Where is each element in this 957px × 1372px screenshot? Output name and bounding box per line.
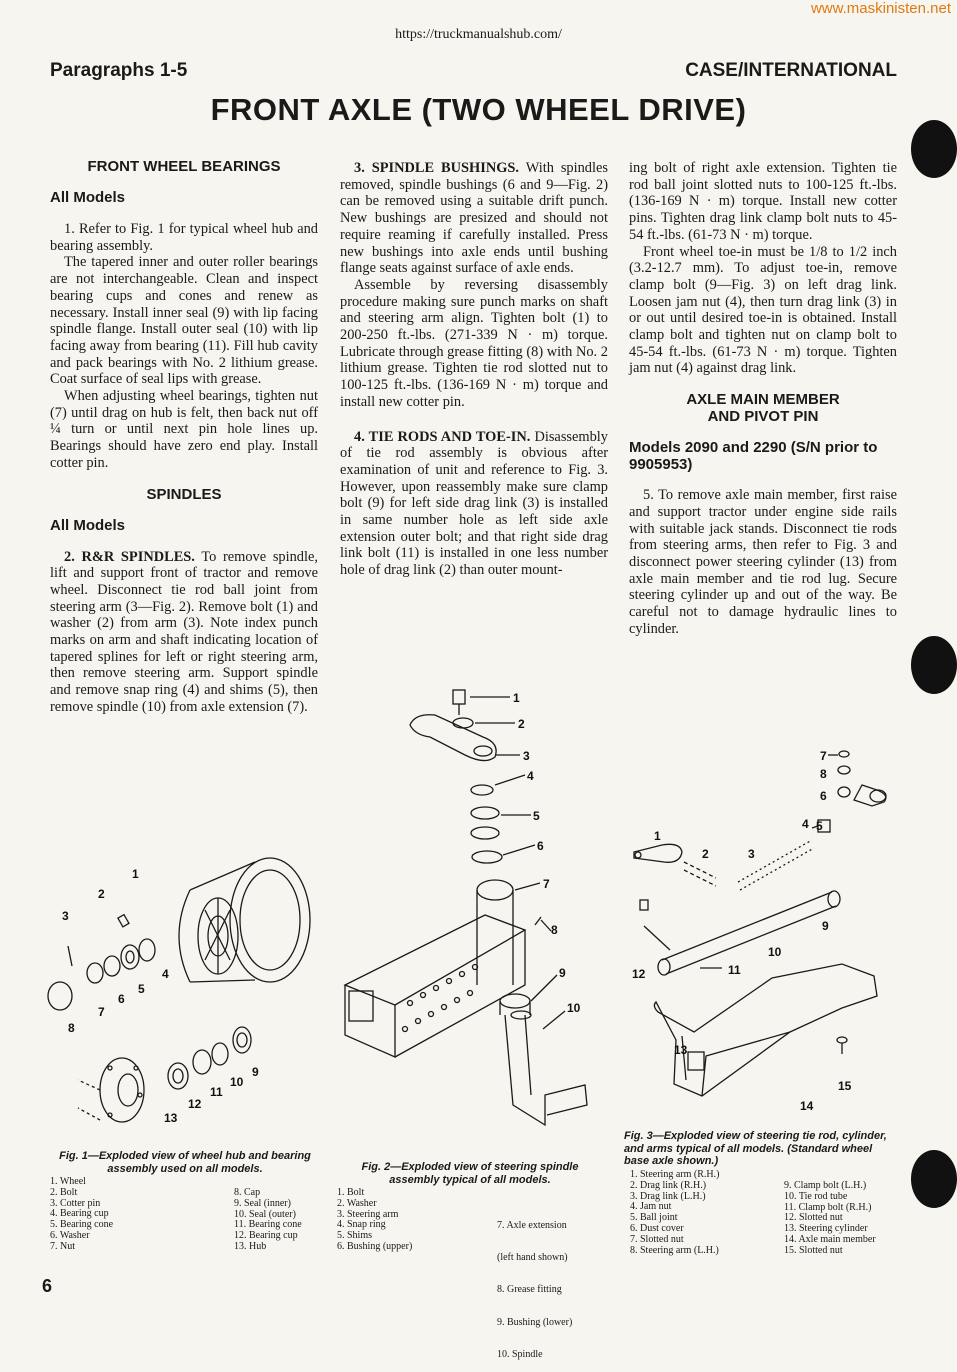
fig3-label-5: 5 xyxy=(816,819,823,833)
legend-item: 9. Seal (inner) xyxy=(234,1197,291,1209)
legend-item: 12. Bearing cup xyxy=(234,1230,298,1242)
paragraph-body: To remove spindle, lift and support front of tractor and remove wheel. Disconnect tie rod ball joint from steering arm (3—Fig. 2). Remove bolt (1) and washer (2) from arm (3). Note index punch marks on arm and shaft indicating location of tapered splines for left or right steering arm, then remove steering arm. Support spindle and remove snap ring (4) and shims (5), then remove spindle (10) from axle extension (7). xyxy=(50,548,318,715)
paragraph-remove-axle: 5. To remove axle main member, first raise and support tractor under engine side rails with suitable jack stands. Disconnect tie rods from steering arms, then refer to Fig. 3 and disconnect power steering cylinder (13) from axle main member and tie rod lug. Secure steering cylinder up and out of the way. Be careful not to damage hydraulic lines to cylinder. xyxy=(629,487,897,637)
legend-item: 12. Slotted nut xyxy=(784,1212,843,1224)
legend-item: 13. Hub xyxy=(234,1240,267,1252)
legend-item: 7. Nut xyxy=(50,1240,75,1252)
fig3-label-6: 6 xyxy=(820,789,827,803)
legend-item: 10. Seal (outer) xyxy=(234,1208,296,1220)
fig3-label-10: 10 xyxy=(768,945,782,959)
fig2-label-1: 1 xyxy=(513,691,520,705)
fig3-label-1: 1 xyxy=(654,829,661,843)
paragraph-tie-rods xyxy=(340,429,608,579)
binder-hole-bottom xyxy=(911,1150,957,1208)
paragraph-1: 1. Refer to Fig. 1 for typical wheel hub and bearing assembly. xyxy=(50,221,318,254)
legend-item: 15. Slotted nut xyxy=(784,1244,843,1256)
fig3-legend-right xyxy=(784,1181,896,1257)
legend-item: 5. Shims xyxy=(337,1230,373,1242)
legend-item: 8. Cap xyxy=(234,1187,261,1198)
paragraph-bearings: The tapered inner and outer roller bearings are not interchangeable. Clean and inspect bearing cups and cones and renew as necessary. Install inner seal (9) with lip facing spindle flange. Install outer seal (10) with lip facing away from bearing (11). Fill hub cavity and pack bearings with No. 2 lithium grease. Coat surface of seal lips with grease. xyxy=(50,254,318,388)
legend-item: 4. Snap ring xyxy=(337,1219,386,1231)
paragraph-adjusting: When adjusting wheel bearings, tighten nut (7) until drag on hub is felt, then back nut off ¼ turn or until next pin hole lines up. Bearings should have zero end play. Install cotter pin. xyxy=(50,388,318,471)
legend-item: 6. Bushing (upper) xyxy=(337,1240,413,1252)
wheel-rim-drawing xyxy=(179,858,310,982)
fig2-label-9: 9 xyxy=(559,966,566,980)
fig1-caption: Fig. 1—Exploded view of wheel hub and bearing assembly used on all models. xyxy=(59,1150,311,1175)
fig1-label-5: 5 xyxy=(138,982,145,996)
fig2-legend-right xyxy=(497,1199,607,1372)
page-title: FRONT AXLE (TWO WHEEL DRIVE) xyxy=(210,92,747,127)
legend-item: 5. Bearing cone xyxy=(50,1219,114,1231)
fig2-label-7: 7 xyxy=(543,877,550,891)
fig2-label-4: 4 xyxy=(527,769,534,783)
legend-item: (left hand shown) xyxy=(497,1251,568,1263)
fig2-label-3: 3 xyxy=(523,749,530,763)
legend-item: 7. Slotted nut xyxy=(630,1233,684,1245)
fig2-caption: Fig. 2—Exploded view of steering spindle assembly typical of all models. xyxy=(361,1161,579,1186)
watermark: www.maskinisten.net xyxy=(810,0,951,17)
legend-item: 3. Drag link (L.H.) xyxy=(630,1190,706,1202)
paragraph-continued: ing bolt of right axle extension. Tighten tie rod ball joint slotted nuts to 100-125 ft.-lbs. (136-169 N · m) torque. Install new cotter pins. Tighten drag link clamp bolt nuts to 45-54 ft.-lbs. (61-73 N · m) torque. xyxy=(629,160,897,243)
fig1-label-3: 3 xyxy=(62,909,69,923)
fig3-label-2: 2 xyxy=(702,847,709,861)
legend-item: 11. Clamp bolt (R.H.) xyxy=(784,1201,872,1213)
legend-item: 4. Bearing cup xyxy=(50,1208,109,1220)
legend-item: 3. Steering arm xyxy=(337,1208,399,1220)
legend-item: 2. Washer xyxy=(337,1197,377,1209)
paragraph-spindle-bushings xyxy=(340,160,608,277)
fig2-label-8: 8 xyxy=(551,923,558,937)
steering-spindle-drawing xyxy=(345,690,587,1125)
paragraph-lead: 4. TIE RODS AND TOE-IN. xyxy=(354,428,531,445)
legend-item: 2. Bolt xyxy=(50,1186,78,1198)
paragraph-rr-spindles xyxy=(50,549,318,716)
legend-item: 11. Bearing cone xyxy=(234,1219,302,1231)
fig1-label-13: 13 xyxy=(164,1111,178,1125)
fig1-label-12: 12 xyxy=(188,1097,202,1111)
fig1-label-11: 11 xyxy=(210,1085,223,1099)
hub-drawing xyxy=(78,1027,251,1122)
paragraph-body: With spindles removed, spindle bushings (6 and 9—Fig. 2) can be removed using a suitable drift punch. New bushings are presized and should not require reaming if carefully installed. Press new bushings into axle ends until bushing flange seats against surface of axle ends. xyxy=(340,160,608,277)
heading-front-wheel-bearings: FRONT WHEEL BEARINGS xyxy=(87,158,281,175)
binder-hole-middle xyxy=(911,636,957,694)
source-url: https://truckmanualshub.com/ xyxy=(395,27,562,42)
fig1-label-8: 8 xyxy=(68,1021,75,1035)
paragraph-toe-in: Front wheel toe-in must be 1/8 to 1/2 inch (3.2-12.7 mm). To adjust toe-in, remove clamp bolt (9—Fig. 3) on left drag link. Loosen jam nut (4), then turn drag link (3) in or out until desired toe-in is obtained. Install clamp bolt and tighten nut on clamp bolt to 45-54 ft.-lbs. (61-73 N · m) torque. Tighten jam nut (4) against drag link. xyxy=(629,243,897,377)
fig3-label-7: 7 xyxy=(820,749,827,763)
column-1 xyxy=(50,158,318,716)
fig1-label-6: 6 xyxy=(118,992,125,1006)
fig1-label-9: 9 xyxy=(252,1065,259,1079)
paragraph-lead: 3. SPINDLE BUSHINGS. xyxy=(354,160,520,176)
paragraph-assemble: Assemble by reversing disassembly procedure making sure punch marks on shaft and steering arm align. Tighten bolt (1) to 200-250 ft.-lbs. (271-339 N · m) torque. Lubricate through grease fitting (8) with No. 2 lithium grease. Tighten tie rod slotted nut to 100-125 ft.-lbs. (136-169 N · m) torque and install new cotter pin. xyxy=(340,276,608,410)
legend-item: 6. Dust cover xyxy=(630,1222,684,1234)
legend-item: 14. Axle main member xyxy=(784,1233,876,1245)
legend-item: 7. Axle extension xyxy=(497,1219,567,1231)
heading-models-2090-2290: Models 2090 and 2290 (S/N prior to 9905953) xyxy=(629,439,878,474)
page-number: 6 xyxy=(42,1276,53,1296)
fig1-label-7: 7 xyxy=(98,1005,105,1019)
fig1-label-10: 10 xyxy=(230,1075,244,1089)
fig1-label-1: 1 xyxy=(132,867,139,881)
column-2 xyxy=(340,160,608,579)
fig2-label-10: 10 xyxy=(567,1001,581,1015)
legend-item: 2. Drag link (R.H.) xyxy=(630,1179,707,1191)
fig3-label-9: 9 xyxy=(822,919,829,933)
legend-item: 8. Grease fitting xyxy=(497,1284,562,1296)
legend-item: 6. Washer xyxy=(50,1229,90,1241)
legend-item: 4. Jam nut xyxy=(630,1201,672,1213)
legend-item: 8. Steering arm (L.H.) xyxy=(630,1244,719,1256)
heading-all-models: All Models xyxy=(50,189,126,206)
legend-item: 10. Tie rod tube xyxy=(784,1190,848,1202)
fig1-legend-left xyxy=(50,1177,190,1253)
fig1-label-2: 2 xyxy=(98,887,105,901)
fig3-label-15: 15 xyxy=(838,1079,852,1093)
header-paragraphs: Paragraphs 1-5 xyxy=(50,60,188,81)
header-manufacturer: CASE/INTERNATIONAL xyxy=(685,60,897,81)
legend-item: 10. Spindle xyxy=(497,1349,543,1361)
fig3-label-12: 12 xyxy=(632,967,646,981)
fig3-label-4: 4 xyxy=(802,817,809,831)
paragraph-lead: 2. R&R SPINDLES. xyxy=(64,548,195,565)
heading-spindles: SPINDLES xyxy=(146,485,222,503)
fig3-caption: Fig. 3—Exploded view of steering tie rod, cylinder, and arms typical of all models. (Standard wheel base axle shown.) xyxy=(624,1130,887,1167)
legend-item: 1. Steering arm (R.H.) xyxy=(630,1169,720,1180)
fig3-drawing xyxy=(622,740,897,1125)
legend-item: 9. Clamp bolt (L.H.) xyxy=(784,1180,867,1191)
fig2-label-6: 6 xyxy=(537,839,544,853)
paragraph-body: Disassembly of tie rod assembly is obvious after examination of unit and reference to Fig. 3. However, upon reassembly make sure clamp bolt (9) for left side drag link (3) is installed in same number hole as left side axle extension outer bolt; and that right side drag link bolt (11) is installed in one less number hole of drag link (2) than outer mount- xyxy=(340,428,608,579)
fig2-label-2: 2 xyxy=(518,717,525,731)
heading-pivot-pin: AND PIVOT PIN xyxy=(707,408,819,426)
column-3 xyxy=(629,160,897,637)
fig2-legend-left xyxy=(337,1188,487,1253)
fig3-label-11: 11 xyxy=(728,963,741,977)
heading-all-models-2: All Models xyxy=(50,516,126,534)
tie-rod-drawing xyxy=(634,751,886,1096)
fig3-label-13: 13 xyxy=(674,1043,688,1057)
fig3-label-14: 14 xyxy=(800,1099,814,1113)
legend-item: 1. Bolt xyxy=(337,1187,365,1198)
legend-item: 9. Bushing (lower) xyxy=(497,1316,573,1328)
fig1-legend-right xyxy=(234,1188,334,1253)
fig1-label-4: 4 xyxy=(162,967,169,981)
fig3-label-8: 8 xyxy=(820,767,827,781)
legend-item: 5. Ball joint xyxy=(630,1212,678,1224)
heading-axle-main-member: AXLE MAIN MEMBER xyxy=(686,391,840,409)
legend-item: 3. Cotter pin xyxy=(50,1197,101,1209)
legend-item: 13. Steering cylinder xyxy=(784,1223,868,1235)
fig2-label-5: 5 xyxy=(533,809,540,823)
fig3-label-3: 3 xyxy=(748,847,755,861)
fig3-legend-left xyxy=(630,1170,780,1256)
fig2-drawing xyxy=(335,685,605,1155)
binder-hole-top xyxy=(911,120,957,178)
legend-item: 1. Wheel xyxy=(50,1176,86,1187)
fig1-drawing xyxy=(40,850,330,1140)
